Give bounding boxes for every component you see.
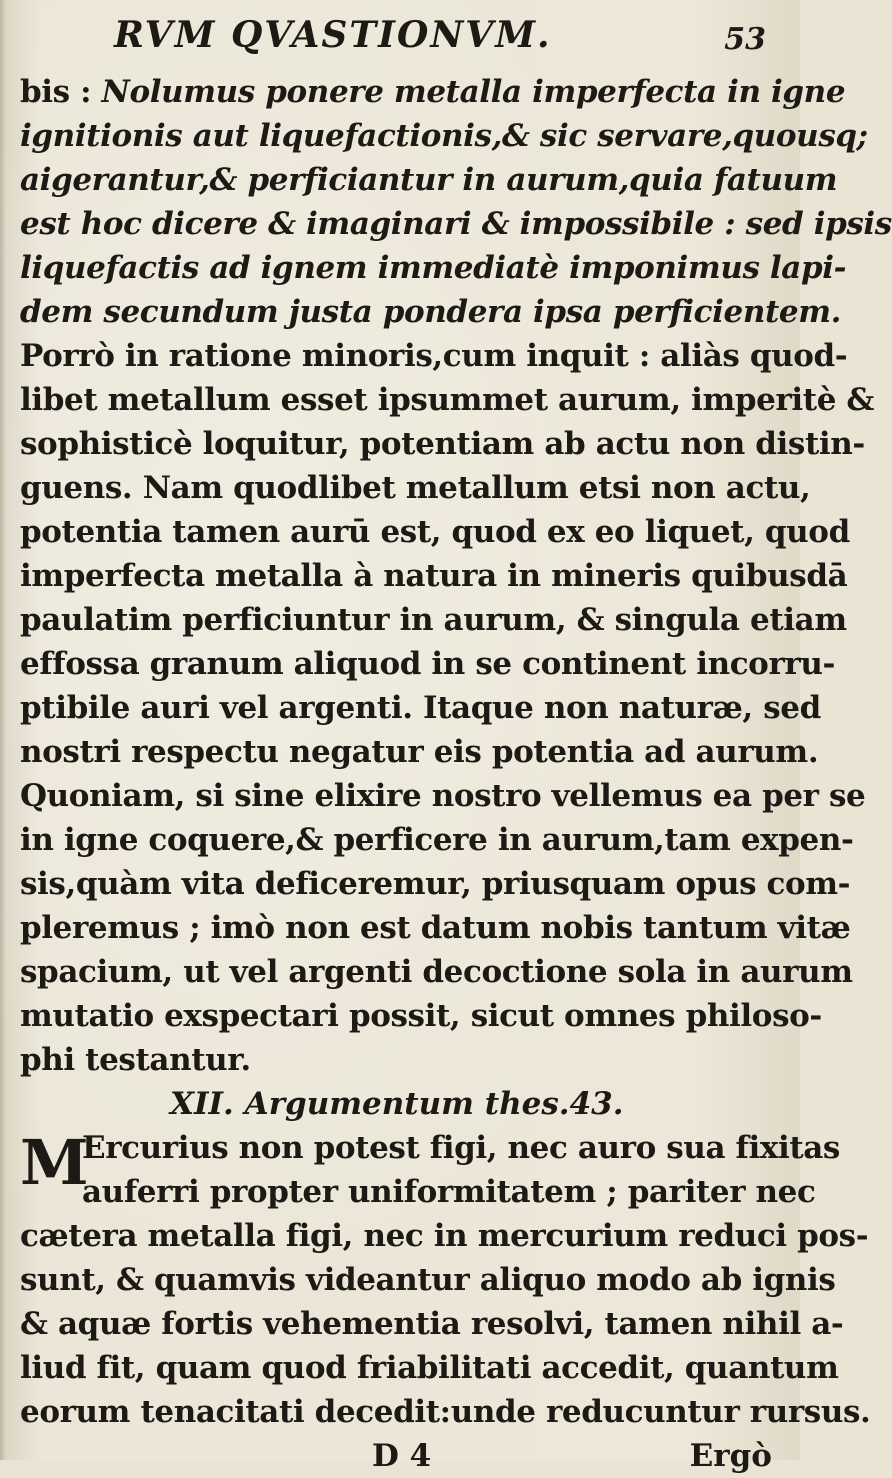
section-paragraph — [20, 1126, 871, 1434]
page-footer — [20, 1434, 782, 1478]
text-line: liquefactis ad ignem immediatè imponimus lapi- — [20, 250, 847, 286]
section-heading: XII. Argumentum thes.43. — [170, 1086, 624, 1122]
section-line: Ercurius non potest figi, nec auro sua fixitas — [82, 1130, 840, 1166]
text-line-italic-part: Nolumus ponere metalla imperfecta in igne — [101, 74, 846, 110]
text-line: sis,quàm vita deficeremur, priusquam opus com- — [20, 866, 851, 902]
text-line: spacium, ut vel argenti decoctione sola in aurum — [20, 954, 853, 990]
text-line: est hoc dicere & imaginari & impossibile : sed ipsis — [20, 206, 892, 242]
body-paragraph — [20, 70, 892, 1082]
text-line: aigerantur,& perficiantur in aurum,quia fatuum — [20, 162, 838, 198]
text-line: ignitionis aut liquefactionis,& sic servare,quousq; — [20, 118, 868, 154]
signature-mark: D 4 — [372, 1438, 432, 1474]
section-line: eorum tenacitati decedit:unde reducuntur rursus. — [20, 1394, 871, 1430]
page-left-edge — [0, 0, 6, 1460]
text-line: potentia tamen aurū est, quod ex eo liquet, quod — [20, 514, 850, 550]
drop-capital: M — [20, 1126, 89, 1199]
text-line: dem secundum justa pondera ipsa perficientem. — [20, 294, 842, 330]
text-line: imperfecta metalla à natura in mineris quibusdā — [20, 558, 848, 594]
text-line: phi testantur. — [20, 1042, 251, 1078]
section-line: auferri propter uniformitatem ; pariter nec — [82, 1174, 816, 1210]
text-line: guens. Nam quodlibet metallum etsi non actu, — [20, 470, 811, 506]
catchword: Ergò — [689, 1438, 772, 1474]
text-line: mutatio exspectari possit, sicut omnes philoso- — [20, 998, 822, 1034]
running-title: RVM QVASTIONVM. — [114, 14, 552, 56]
section-line: cætera metalla figi, nec in mercurium reduci pos- — [20, 1218, 869, 1254]
text-line: in igne coquere,& perficere in aurum,tam expen- — [20, 822, 854, 858]
text-line: pleremus ; imò non est datum nobis tantum vitæ — [20, 910, 851, 946]
text-line — [20, 70, 846, 114]
page-number: 53 — [724, 22, 766, 57]
section-line: sunt, & quamvis videantur aliquo modo ab ignis — [20, 1262, 836, 1298]
text-line-roman-part: bis : — [20, 74, 102, 110]
running-head — [40, 14, 790, 64]
text-line: Quoniam, si sine elixire nostro vellemus ea per se — [20, 778, 866, 814]
text-line: sophisticè loquitur, potentiam ab actu non distin- — [20, 426, 865, 462]
text-line: ptibile auri vel argenti. Itaque non naturæ, sed — [20, 690, 821, 726]
text-line: Porrò in ratione minoris,cum inquit : aliàs quod- — [20, 338, 848, 374]
text-block — [20, 70, 892, 1478]
text-line: nostri respectu negatur eis potentia ad aurum. — [20, 734, 819, 770]
text-line: libet metallum esset ipsummet aurum, imperitè & — [20, 382, 875, 418]
text-line: effossa granum aliquod in se continent incorru- — [20, 646, 835, 682]
section-line: & aquæ fortis vehementia resolvi, tamen nihil a- — [20, 1306, 844, 1342]
text-line: paulatim perficiuntur in aurum, & singula etiam — [20, 602, 847, 638]
section-lines — [20, 1126, 871, 1434]
section-line: liud fit, quam quod friabilitati accedit, quantum — [20, 1350, 839, 1386]
